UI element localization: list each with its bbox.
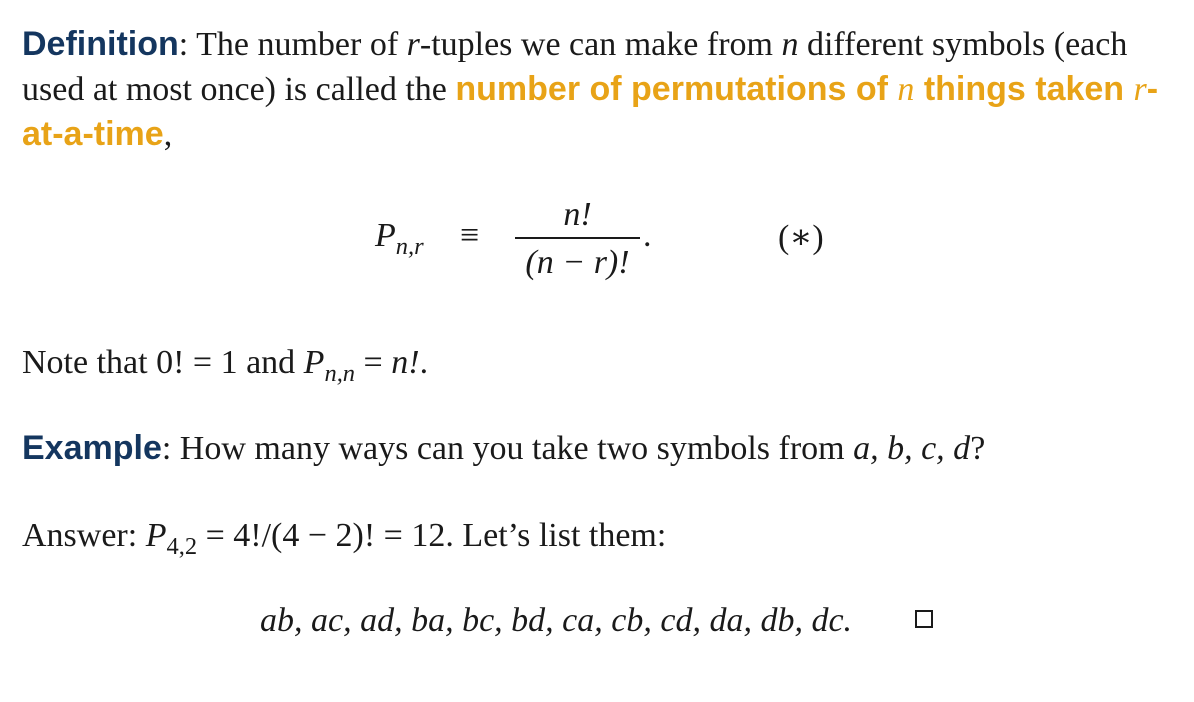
answer-text-a: Answer:	[22, 517, 146, 554]
definition-var-n: n	[781, 26, 799, 63]
definition-text-c: different symbols (each used at most once) is called the	[22, 26, 1128, 108]
note-p-subscript: n,n	[324, 359, 356, 387]
equation-lhs-base: P	[375, 217, 396, 254]
example-heading: Example	[22, 429, 162, 467]
answer-paragraph	[22, 513, 1172, 558]
example-symbols: a, b, c, d	[853, 430, 971, 467]
definition-text-a: : The number of	[178, 26, 407, 63]
example-text-a: : How many ways can you take two symbols from	[161, 430, 854, 467]
definition-term-r: r	[1133, 71, 1147, 108]
permutation-list: ab, ac, ad, ba, bc, bd, ca, cb, cd, da, db, dc.	[260, 602, 853, 639]
definition-term-n: n	[897, 71, 915, 108]
example-paragraph	[22, 426, 1172, 471]
qed-square-icon	[915, 610, 933, 628]
equation-denominator: (n − r)!	[525, 244, 630, 281]
definition-term-b: things taken	[914, 70, 1134, 108]
equation-fraction	[515, 195, 640, 283]
equation-numerator: n!	[563, 196, 592, 233]
answer-text-b: = 4!/(4 − 2)! = 12. Let’s list them:	[197, 517, 667, 554]
fraction-bar	[515, 237, 640, 239]
definition-term-c: -at-a-time	[22, 70, 1159, 153]
example-text-b: ?	[970, 430, 986, 467]
answer-p-base: P	[145, 517, 167, 554]
equation-trailing-period: .	[643, 217, 652, 254]
definition-var-r: r	[406, 26, 420, 63]
definition-text-d: ,	[163, 116, 173, 153]
note-text-c: .	[419, 344, 429, 381]
definition-heading: Definition	[22, 25, 179, 63]
equation-lhs	[375, 217, 424, 260]
definition-paragraph	[22, 22, 1172, 157]
definition-term-a: number of permutations of	[455, 70, 898, 108]
definition-text-b: -tuples we can make from	[419, 26, 782, 63]
equation-lhs-subscript: n,r	[395, 232, 424, 260]
note-paragraph	[22, 340, 1172, 385]
equation-tag: (∗)	[778, 219, 824, 256]
note-rhs: n!	[391, 344, 420, 381]
note-text-b: =	[355, 344, 392, 381]
note-text-a: Note that 0! = 1 and	[22, 344, 304, 381]
equation-relation: ≡	[460, 217, 480, 254]
answer-p-subscript: 4,2	[166, 532, 198, 560]
note-p-base: P	[303, 344, 325, 381]
